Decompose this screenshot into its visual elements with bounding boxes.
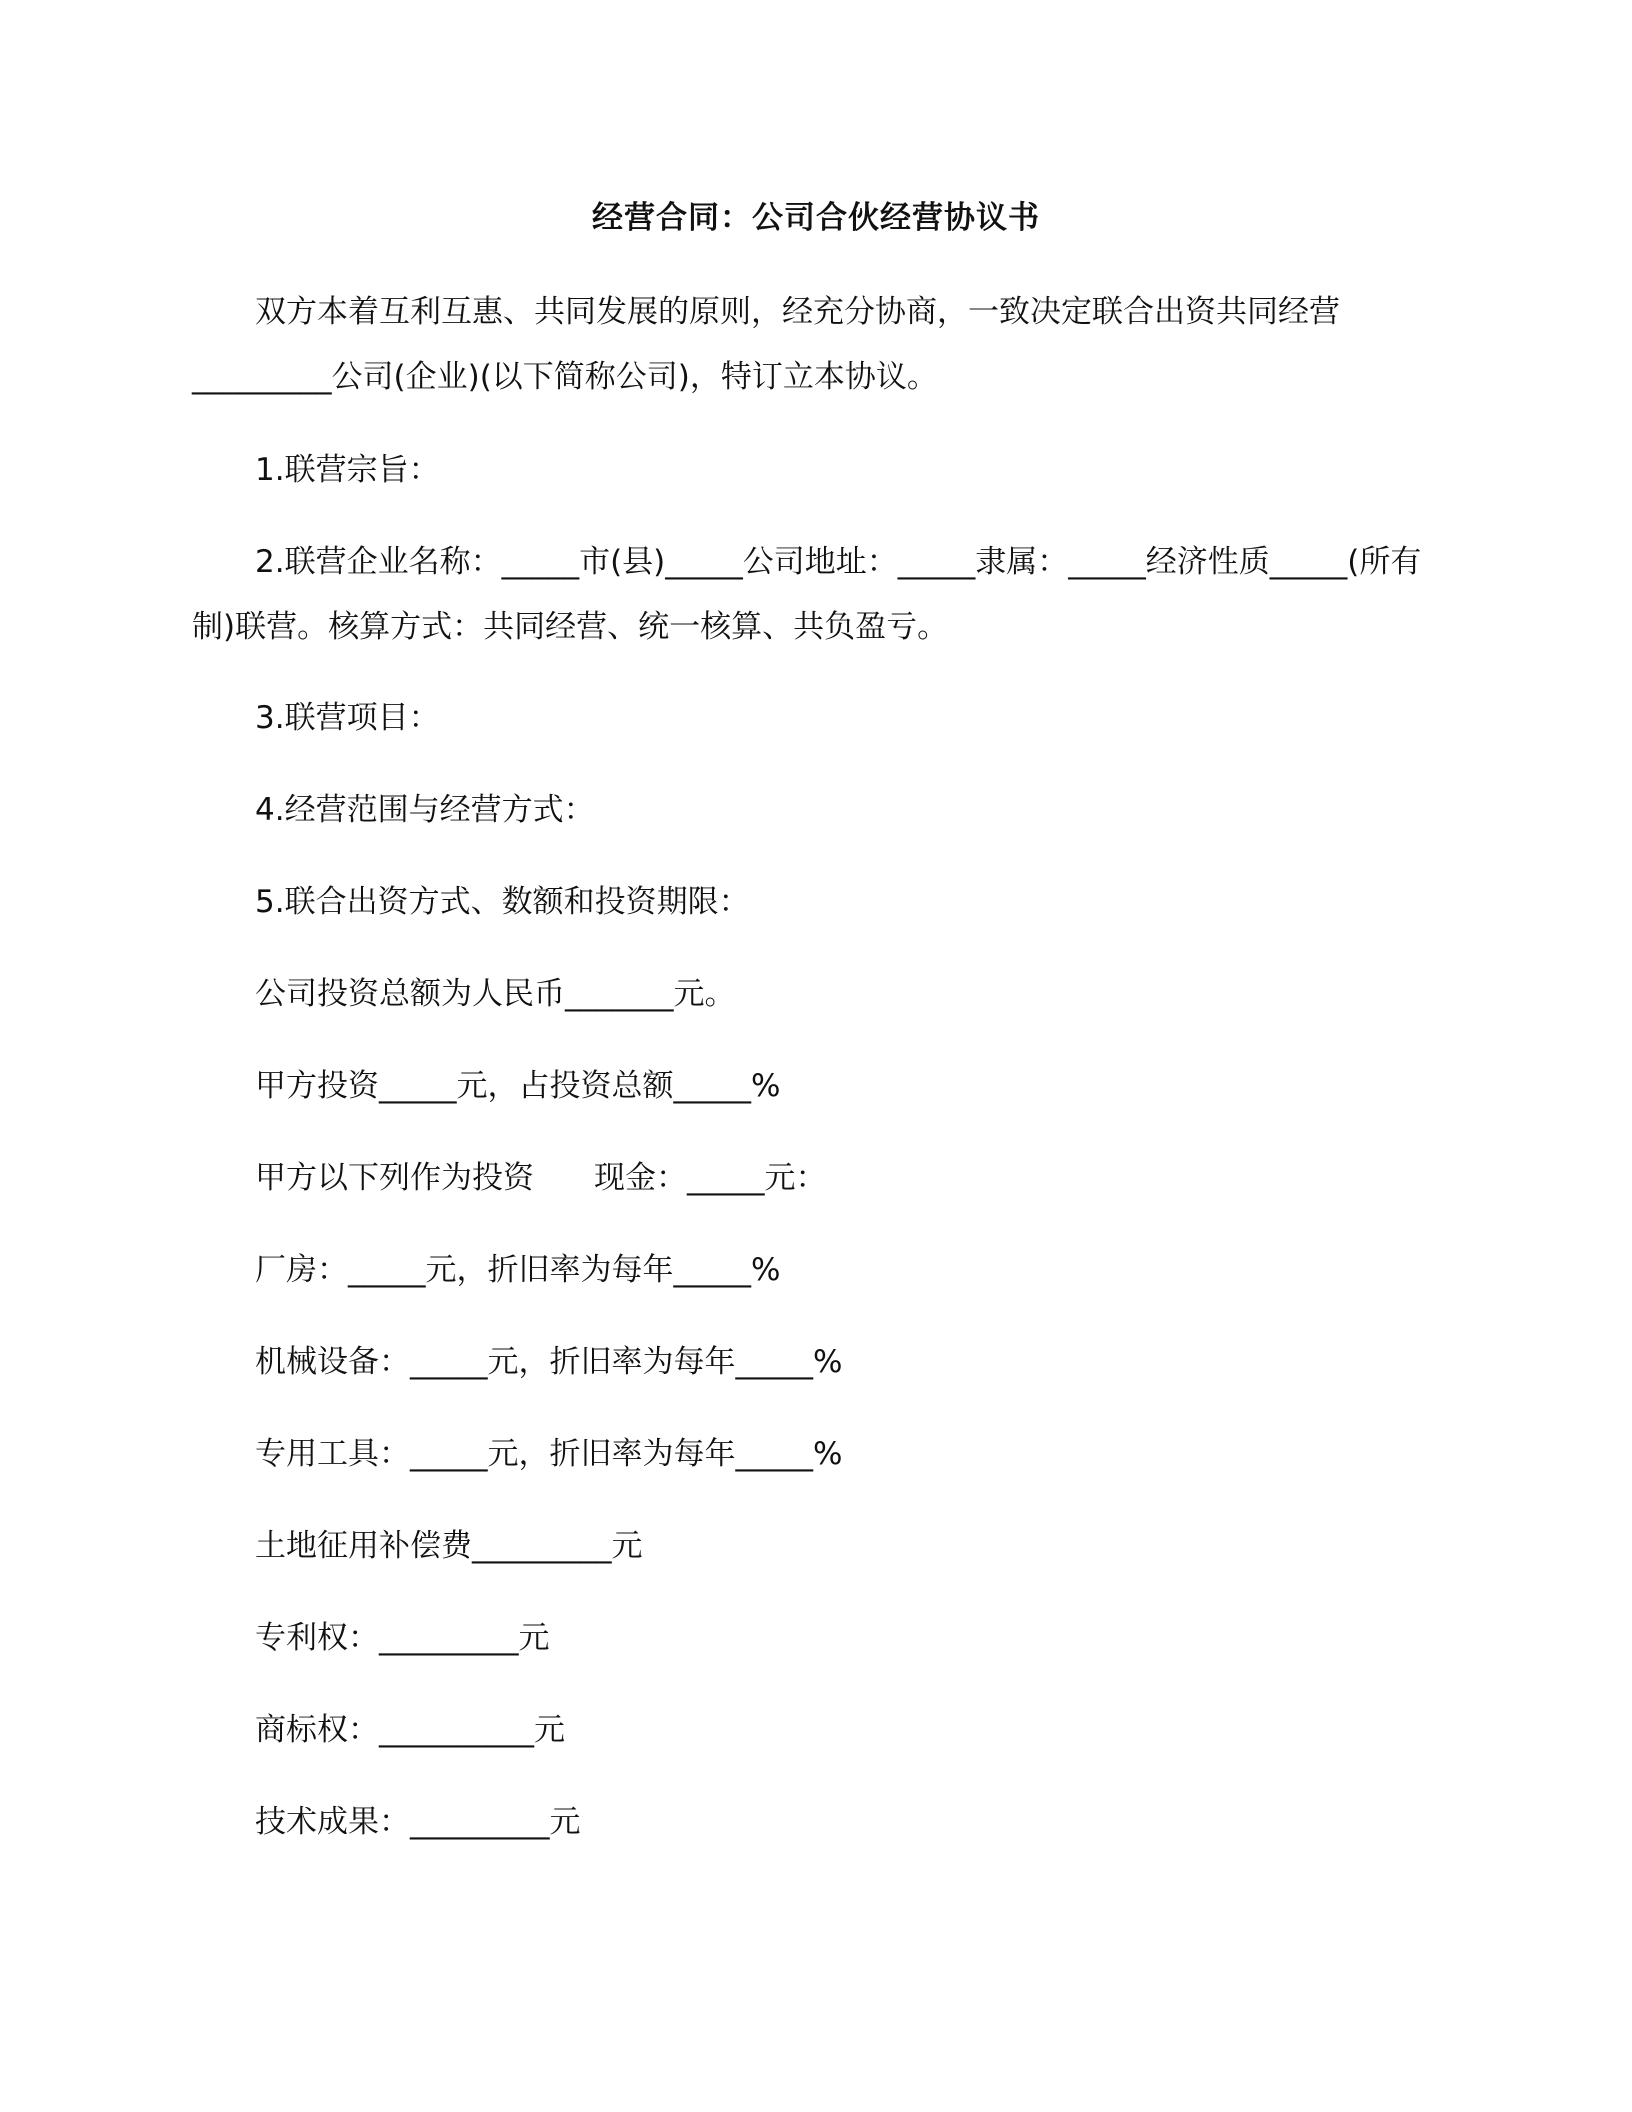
clause-2-line-2: 制)联营。核算方式：共同经营、统一核算、共负盈亏。 bbox=[192, 609, 949, 645]
cash-item: 现金：_____元： bbox=[594, 1160, 827, 1196]
party-a-items-label: 甲方以下列作为投资 bbox=[255, 1160, 534, 1196]
clause-2-line-1: 2.联营企业名称：_____市(县)_____公司地址：_____隶属：_____经济性质_____(所有 bbox=[255, 544, 1422, 580]
patent-line: 专利权：_________元 bbox=[255, 1620, 550, 1656]
clause-5: 5.联合出资方式、数额和投资期限： bbox=[255, 884, 750, 920]
intro-line-2: _________公司(企业)(以下简称公司)，特订立本协议。 bbox=[192, 359, 938, 395]
clause-1: 1.联营宗旨： bbox=[255, 452, 440, 488]
intro-line-1: 双方本着互利互惠、共同发展的原则，经充分协商，一致决定联合出资共同经营 bbox=[255, 294, 1340, 330]
technology-line: 技术成果：_________元 bbox=[255, 1804, 581, 1840]
clause-3: 3.联营项目： bbox=[255, 700, 440, 736]
land-compensation-line: 土地征用补偿费_________元 bbox=[255, 1528, 643, 1564]
clause-4: 4.经营范围与经营方式： bbox=[255, 792, 595, 828]
tools-line: 专用工具：_____元，折旧率为每年_____% bbox=[255, 1436, 843, 1472]
party-a-items-line bbox=[255, 1158, 827, 1198]
trademark-line: 商标权：__________元 bbox=[255, 1712, 565, 1748]
document-title: 经营合同：公司合伙经营协议书 bbox=[592, 200, 1040, 236]
total-investment-line: 公司投资总额为人民币_______元。 bbox=[255, 976, 736, 1012]
factory-line: 厂房：_____元，折旧率为每年_____% bbox=[255, 1252, 781, 1288]
machinery-line: 机械设备：_____元，折旧率为每年_____% bbox=[255, 1344, 843, 1380]
party-a-investment-line: 甲方投资_____元，占投资总额_____% bbox=[255, 1068, 781, 1104]
